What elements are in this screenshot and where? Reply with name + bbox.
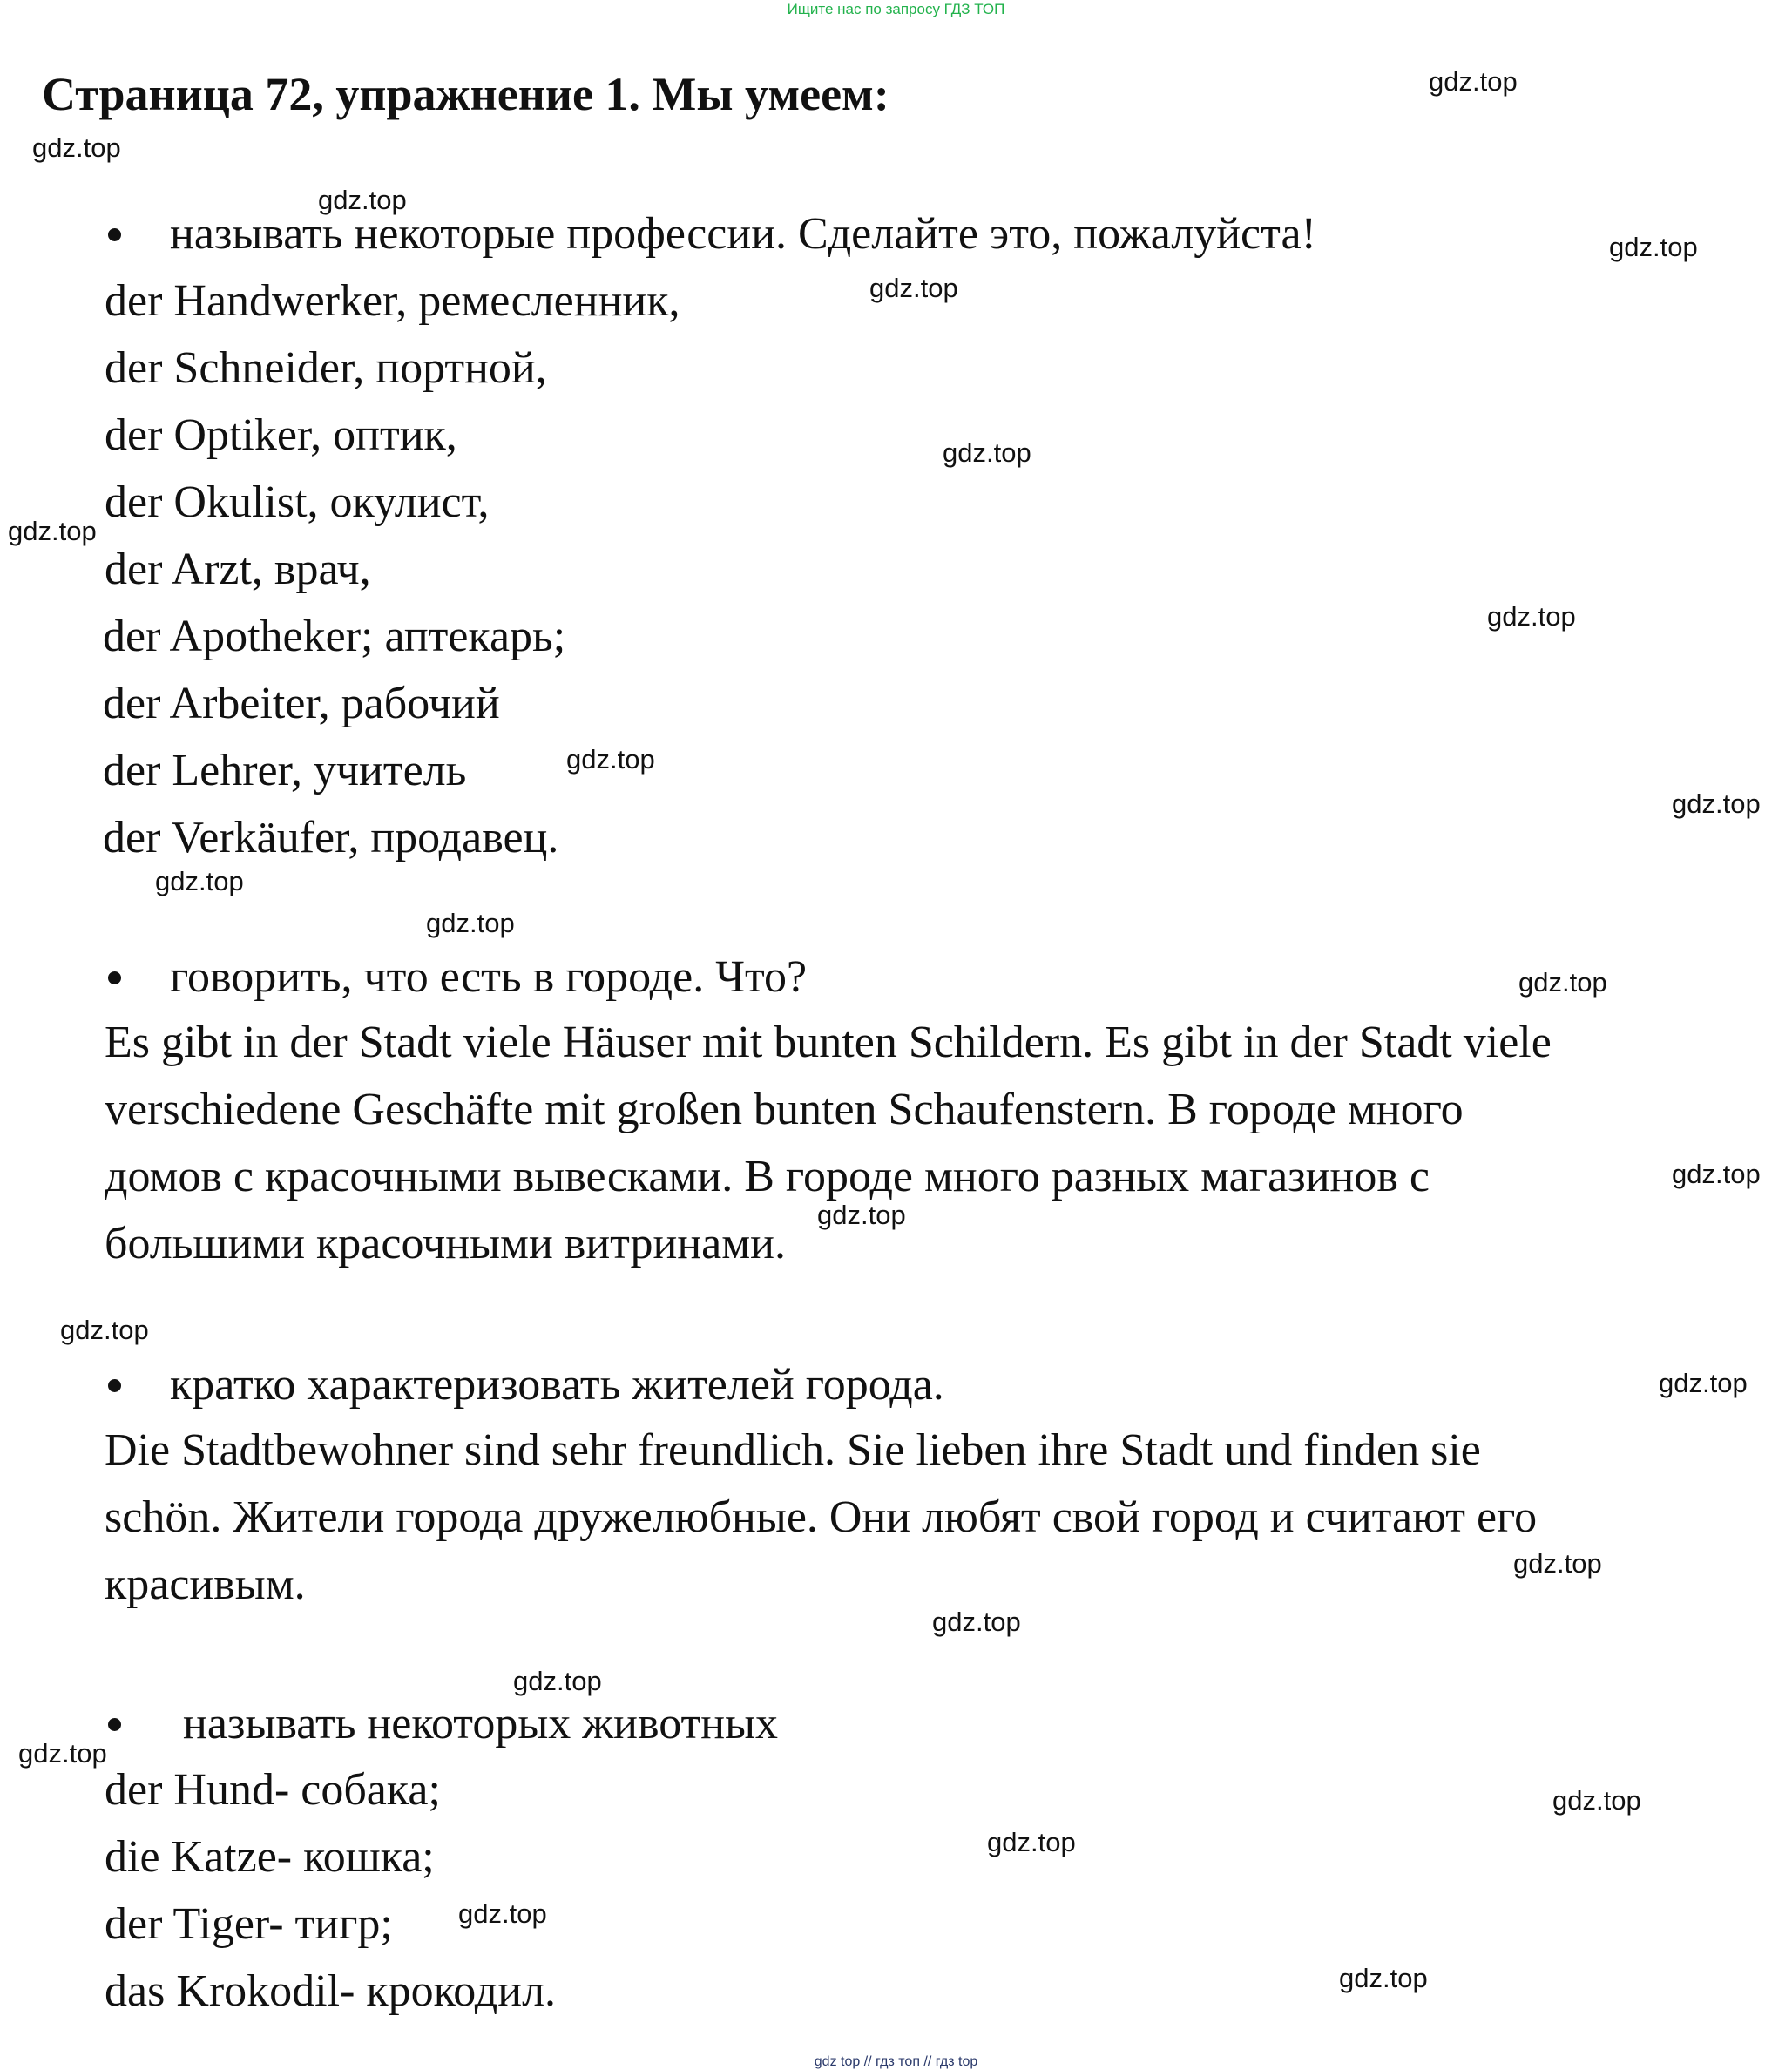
profession-item: der Okulist, окулист, — [105, 477, 490, 527]
city-text-line: verschiedene Geschäfte mit großen bunten Schaufenstern. В городе много — [105, 1085, 1464, 1134]
watermark: gdz.top — [869, 273, 958, 303]
watermark: gdz.top — [60, 1315, 149, 1345]
watermark: gdz.top — [1487, 601, 1576, 632]
watermark: gdz.top — [817, 1200, 906, 1230]
watermark: gdz.top — [458, 1898, 547, 1929]
profession-item: der Lehrer, учитель — [103, 746, 467, 795]
watermark: gdz.top — [1609, 232, 1698, 262]
page-title: Страница 72, упражнение 1. Мы умеем: — [42, 68, 889, 120]
section-residents-heading — [108, 1358, 944, 1412]
section-animals-heading — [108, 1697, 778, 1751]
watermark: gdz.top — [18, 1738, 107, 1769]
watermark: gdz.top — [1672, 788, 1761, 819]
profession-item: der Handwerker, ремесленник, — [105, 276, 680, 326]
watermark: gdz.top — [566, 744, 655, 775]
profession-item: der Arzt, врач, — [105, 545, 371, 594]
watermark: gdz.top — [1339, 1963, 1428, 1993]
profession-item: der Verkäufer, продавец. — [103, 813, 559, 862]
city-text-line: большими красочными витринами. — [105, 1219, 786, 1268]
watermark: gdz.top — [155, 866, 244, 896]
profession-item: der Schneider, портной, — [105, 343, 547, 393]
watermark: gdz.top — [943, 437, 1031, 468]
watermark: gdz.top — [1659, 1368, 1748, 1398]
watermark: gdz.top — [1513, 1548, 1602, 1579]
animal-item: das Krokodil- крокодил. — [105, 1966, 557, 2016]
watermark: gdz.top — [32, 132, 121, 163]
footer-links: gdz top // гдз топ // гдз top — [814, 2054, 978, 2069]
section-professions-heading — [108, 207, 1316, 261]
watermark: gdz.top — [8, 516, 97, 546]
watermark: gdz.top — [932, 1607, 1021, 1637]
watermark: gdz.top — [1518, 967, 1607, 998]
animal-item: der Hund- собака; — [105, 1765, 441, 1815]
section-professions-heading-text: называть некоторые профессии. Сделайте это, пожалуйста! — [170, 209, 1316, 259]
watermark: gdz.top — [513, 1666, 602, 1696]
watermark: gdz.top — [1552, 1785, 1641, 1816]
profession-item: der Apotheker; аптекарь; — [103, 612, 566, 661]
residents-text-line: Die Stadtbewohner sind sehr freundlich. Sie lieben ihre Stadt und finden sie — [105, 1425, 1481, 1475]
section-residents-heading-text: кратко характеризовать жителей города. — [170, 1360, 944, 1410]
section-animals-heading-text: называть некоторых животных — [183, 1699, 779, 1749]
city-text-line: Es gibt in der Stadt viele Häuser mit bunten Schildern. Es gibt in der Stadt viele — [105, 1018, 1552, 1067]
residents-text-line: schön. Жители города дружелюбные. Они любят свой город и считают его — [105, 1492, 1538, 1542]
search-banner: Ищите нас по запросу ГДЗ ТОП — [787, 1, 1005, 17]
residents-text-line: красивым. — [105, 1559, 306, 1609]
watermark: gdz.top — [1672, 1159, 1761, 1189]
city-text-line: домов с красочными вывесками. В городе много разных магазинов с — [105, 1152, 1430, 1201]
watermark: gdz.top — [426, 908, 515, 938]
watermark: gdz.top — [987, 1827, 1076, 1857]
section-city-heading — [108, 950, 807, 1005]
watermark: gdz.top — [318, 185, 407, 215]
watermark: gdz.top — [1429, 66, 1518, 97]
animal-item: die Katze- кошка; — [105, 1832, 435, 1882]
profession-item: der Optiker, оптик, — [105, 410, 457, 460]
animal-item: der Tiger- тигр; — [105, 1899, 393, 1949]
section-city-heading-text: говорить, что есть в городе. Что? — [170, 952, 808, 1002]
profession-item: der Arbeiter, рабочий — [103, 679, 500, 728]
